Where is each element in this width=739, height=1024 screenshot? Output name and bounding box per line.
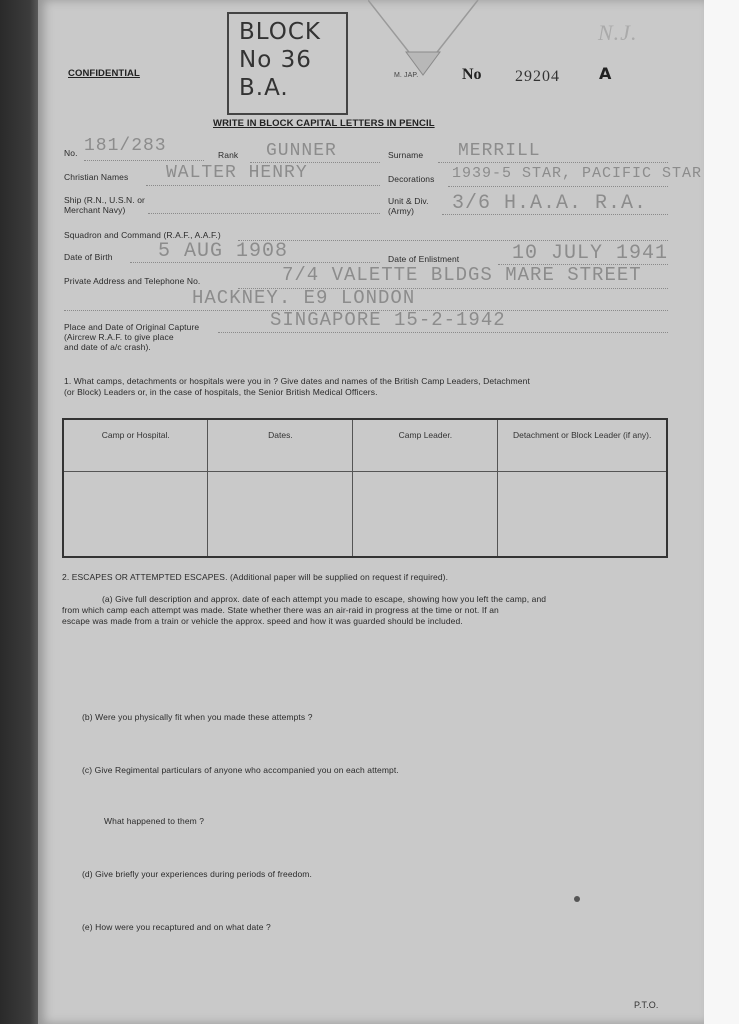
stamp-line-2: No 36: [239, 47, 312, 73]
capture-label-line-2: (Aircrew R.A.F. to give place: [64, 332, 174, 342]
surname-label: Surname: [388, 150, 424, 160]
ink-spot: [574, 896, 580, 902]
christian-names-label: Christian Names: [64, 172, 129, 182]
ship-line: [148, 213, 380, 214]
christian-names-line: [146, 185, 380, 186]
capture-label-line-1: Place and Date of Original Capture: [64, 322, 200, 332]
capture-line: [218, 332, 668, 333]
scan-edge-left: [0, 0, 40, 1024]
address-label: Private Address and Telephone No.: [64, 276, 201, 286]
document-page: [38, 0, 704, 1024]
rank-value: GUNNER: [266, 141, 337, 161]
section-2b: (b) Were you physically fit when you made these attempts ?: [82, 712, 313, 722]
unit-value: 3/6 H.A.A. R.A.: [452, 192, 648, 215]
section-2-title: 2. ESCAPES OR ATTEMPTED ESCAPES. (Additional paper will be supplied on request if required).: [62, 572, 449, 582]
address-line-2: HACKNEY. E9 LONDON: [192, 287, 416, 309]
section-2a-line-1: (a) Give full description and approx. date of each attempt you made to escape, showing how you left the camp, and: [102, 594, 547, 604]
enlistment-value: 10 JULY 1941: [512, 242, 669, 265]
decorations-label: Decorations: [388, 174, 435, 184]
corner-mark: N.J.: [598, 20, 638, 45]
address-line-1: 7/4 VALETTE BLDGS MARE STREET: [282, 264, 642, 286]
scan-edge-right: [703, 0, 739, 1024]
camps-table: [62, 418, 668, 558]
section-2e: (e) How were you recaptured and on what date ?: [82, 922, 271, 932]
no-label: No.: [64, 148, 78, 158]
decorations-value: 1939-5 STAR, PACIFIC STAR: [452, 165, 703, 182]
squadron-line: [238, 240, 668, 241]
cell-camp[interactable]: [63, 472, 208, 558]
surname-value: MERRILL: [458, 141, 541, 161]
section-1-line-1: 1. What camps, detachments or hospitals were you in ? Give dates and names of the British Camp Leaders, Detachment: [64, 376, 530, 386]
dob-value: 5 AUG 1908: [158, 240, 289, 263]
capture-label: [64, 322, 199, 352]
rank-label: Rank: [218, 150, 239, 160]
section-2c: (c) Give Regimental particulars of anyone who accompanied you on each attempt.: [82, 765, 399, 775]
col-detachment-leader: Detachment or Block Leader (if any).: [498, 419, 667, 472]
confidential-label: CONFIDENTIAL: [68, 68, 140, 79]
ship-label: Ship (R.N., U.S.N. or Merchant Navy): [64, 195, 145, 215]
decorations-line: [448, 186, 668, 187]
cell-dates[interactable]: [208, 472, 353, 558]
dob-line: [130, 262, 380, 263]
pto-label: P.T.O.: [634, 1000, 659, 1010]
serial-letter: A: [599, 64, 612, 83]
instruction-heading: WRITE IN BLOCK CAPITAL LETTERS IN PENCIL: [213, 118, 435, 129]
serial-prefix: M. JAP.: [394, 72, 419, 79]
section-1-question: [64, 376, 679, 398]
dob-label: Date of Birth: [64, 252, 113, 262]
surname-line: [438, 162, 668, 163]
section-2d: (d) Give briefly your experiences during periods of freedom.: [82, 869, 312, 879]
serial-no-label: No: [462, 66, 482, 83]
section-2a: [62, 594, 546, 627]
unit-line: [442, 214, 668, 215]
section-2c-followup: What happened to them ?: [104, 816, 205, 826]
squadron-label: Squadron and Command (R.A.F., A.A.F.): [64, 230, 221, 240]
section-2a-line-3: escape was made from a train or vehicle the approx. speed and how it was guarded should be included.: [62, 616, 463, 626]
stamp-line-3: B.A.: [239, 75, 289, 101]
unit-label: Unit & Div. (Army): [388, 196, 429, 216]
camps-table-row: [63, 472, 667, 558]
enlistment-label: Date of Enlistment: [388, 254, 460, 264]
christian-names-value: WALTER HENRY: [166, 163, 308, 183]
col-dates: Dates.: [208, 419, 353, 472]
capture-label-line-3: and date of a/c crash).: [64, 342, 151, 352]
section-2a-line-2: from which camp each attempt was made. State whether there was an air-raid in progress at the time or not. If an: [62, 605, 499, 615]
col-camp-leader: Camp Leader.: [353, 419, 498, 472]
no-line: [84, 160, 204, 161]
no-value: 181/283: [84, 136, 167, 156]
camps-table-header: [63, 419, 667, 472]
cell-camp-leader[interactable]: [353, 472, 498, 558]
col-camp-or-hospital: Camp or Hospital.: [63, 419, 208, 472]
block-stamp: [227, 12, 348, 115]
section-1-line-2: (or Block) Leaders or, in the case of hospitals, the Senior British Medical Officers.: [64, 387, 378, 397]
capture-value: SINGAPORE 15-2-1942: [270, 309, 506, 331]
serial-number: 29204: [515, 68, 560, 85]
stamp-line-1: BLOCK: [239, 19, 322, 45]
cell-detachment-leader[interactable]: [498, 472, 667, 558]
